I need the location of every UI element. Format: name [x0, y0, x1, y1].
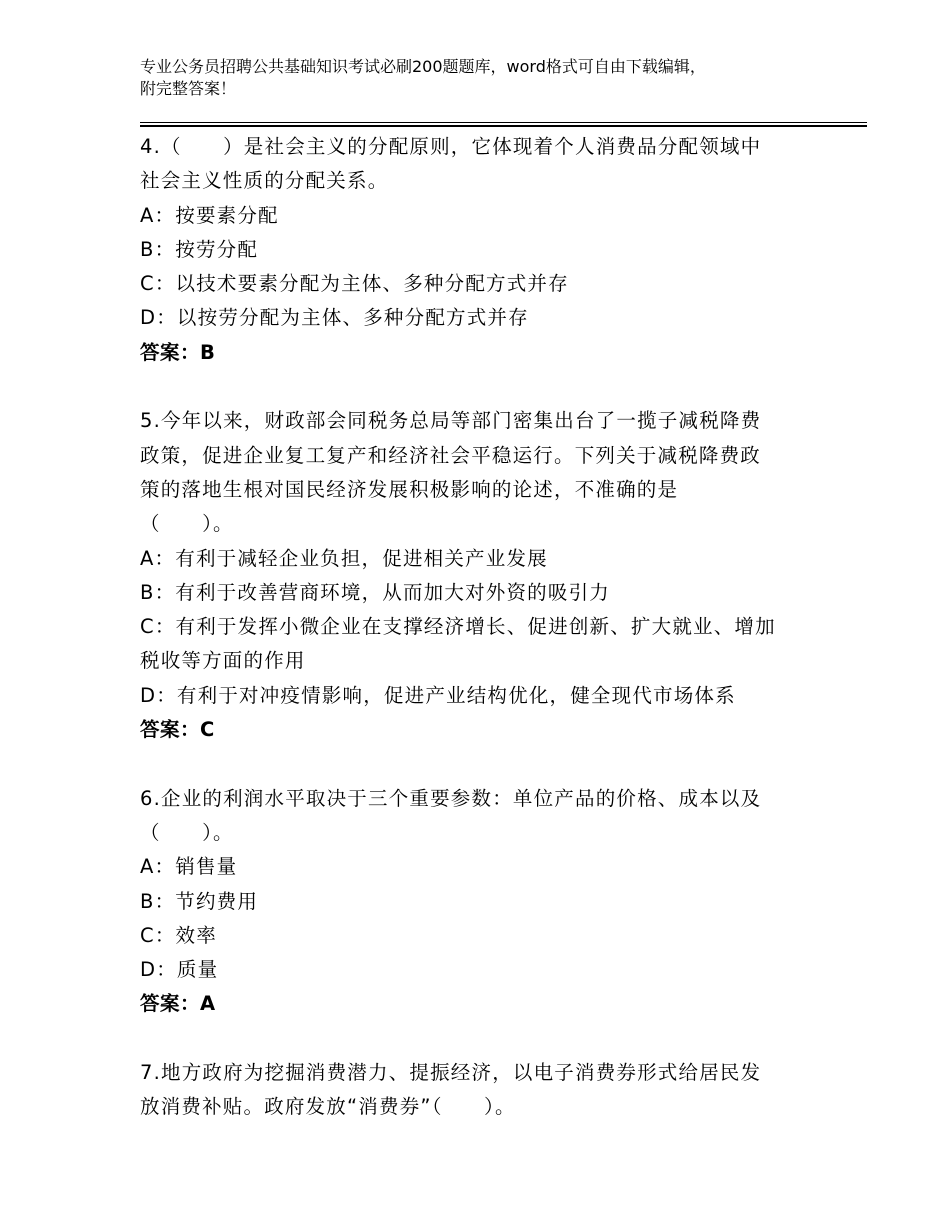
header-line-1: 专业公务员招聘公共基础知识考试必刷200题题库，word格式可自由下载编辑，: [140, 57, 706, 76]
header-rule-thin: [140, 122, 867, 123]
question-stem-line: 4.（ ）是社会主义的分配原则，它体现着个人消费品分配领域中: [140, 135, 762, 158]
option-c: C：有利于发挥小微企业在支撑经济增长、促进创新、扩大就业、增加: [140, 615, 776, 639]
spacer: [140, 747, 820, 781]
question-stem-line: 策的落地生根对国民经济发展积极影响的论述，不准确的是: [140, 477, 679, 501]
question-stem-line: 7.地方政府为挖掘消费潜力、提振经济，以电子消费券形式给居民发: [140, 1061, 762, 1085]
question-stem-line: 社会主义性质的分配关系。: [140, 169, 389, 193]
header-rule-thick: [140, 125, 867, 127]
spacer: [140, 370, 820, 404]
option-c-continued: 税收等方面的作用: [140, 649, 306, 673]
answer: 答案：C: [140, 718, 215, 742]
answer: 答案：B: [140, 340, 216, 364]
question-stem-line: （ ）。: [140, 512, 234, 536]
option-a: A：有利于减轻企业负担，促进相关产业发展: [140, 546, 548, 570]
option-a: A：销售量: [140, 855, 238, 879]
option-b: B：节约费用: [140, 889, 259, 913]
header-line-2: 附完整答案！: [140, 79, 237, 98]
option-c: C：以技术要素分配为主体、多种分配方式并存: [140, 272, 569, 296]
page-header: [140, 56, 820, 100]
question-7: [140, 1056, 820, 1125]
option-b: B：按劳分配: [140, 237, 259, 261]
option-d: D：以按劳分配为主体、多种分配方式并存: [140, 306, 529, 330]
question-stem-line: 6.企业的利润水平取决于三个重要参数：单位产品的价格、成本以及: [140, 786, 762, 810]
option-d: D：质量: [140, 958, 219, 982]
option-d: D：有利于对冲疫情影响，促进产业结构优化，健全现代市场体系: [140, 683, 736, 707]
question-5: [140, 404, 820, 747]
question-stem-line: 政策，促进企业复工复产和经济社会平稳运行。下列关于减税降费政: [140, 443, 762, 467]
spacer: [140, 1022, 820, 1056]
option-a: A：按要素分配: [140, 203, 279, 227]
question-stem-line: 5.今年以来，财政部会同税务总局等部门密集出台了一揽子减税降费: [140, 409, 762, 433]
question-4: [140, 130, 820, 370]
question-6: [140, 782, 820, 1022]
option-c: C：效率: [140, 923, 217, 947]
question-list: [140, 130, 820, 1125]
question-stem-line: （ ）。: [140, 820, 234, 844]
answer: 答案：A: [140, 992, 216, 1016]
option-b: B：有利于改善营商环境，从而加大对外资的吸引力: [140, 580, 610, 604]
question-stem-line: 放消费补贴。政府发放“消费券”（ ）。: [140, 1095, 516, 1119]
